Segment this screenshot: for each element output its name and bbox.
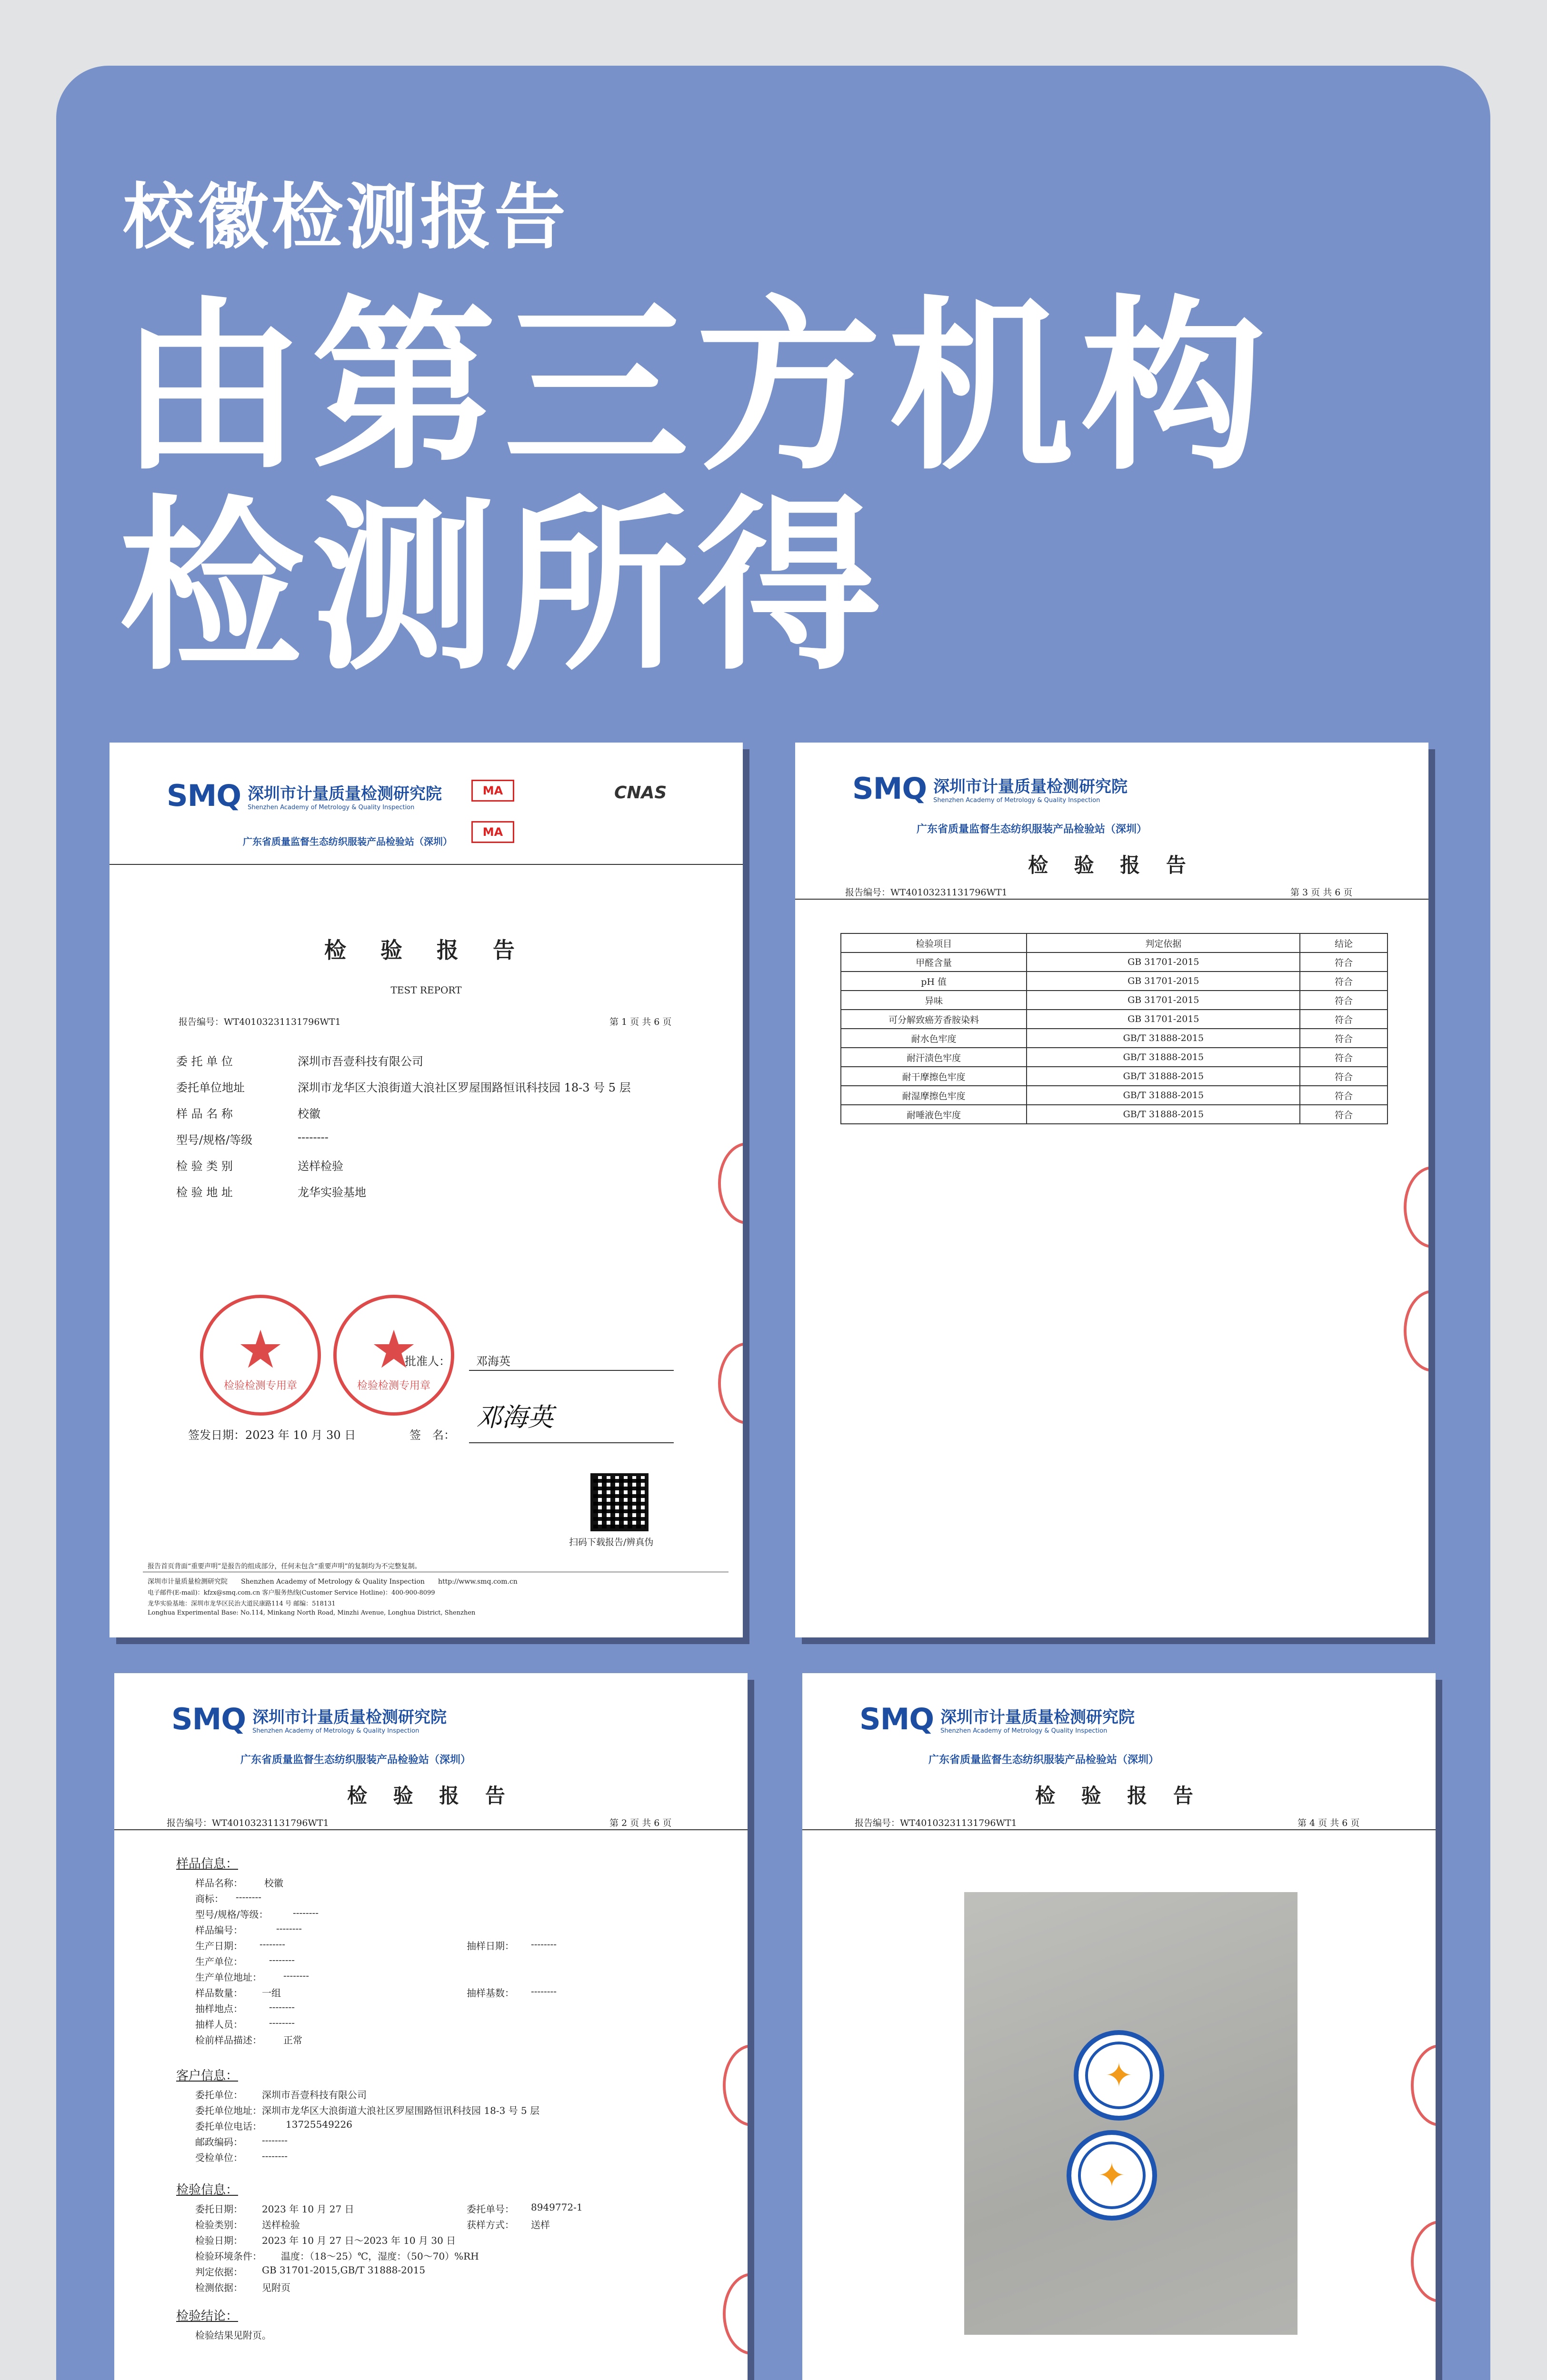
sample-label: 型号/规格/等级： xyxy=(195,1909,269,1920)
seal-text: 检验检测专用章 xyxy=(223,1380,297,1392)
test-label: 检验日期： xyxy=(195,2235,243,2246)
smq-logo-mark: SMQ xyxy=(852,771,927,806)
edge-stamp xyxy=(723,2044,748,2126)
org-name-cn: 深圳市计量质量检测研究院 xyxy=(248,784,442,803)
edge-stamp xyxy=(1411,2221,1436,2302)
footer-line-2: 电子邮件(E-mail)：kfzx@smq.com.cn 客户服务热线(Customer Service Hotline)：400-900-8099 xyxy=(148,1589,435,1597)
approver-name: 邓海英 xyxy=(476,1355,510,1368)
field-label-type: 检 验 类 别 xyxy=(176,1160,233,1173)
approver-label: 批准人： xyxy=(405,1355,450,1368)
report-title: 检 验 报 告 xyxy=(324,937,529,963)
sample-value: 一组 xyxy=(262,1987,281,1999)
cell-item: 可分解致癌芳香胺染料 xyxy=(841,1010,1027,1029)
org-name-cn: 深圳市计量质量检测研究院 xyxy=(940,1707,1135,1727)
sample-label: 检前样品描述： xyxy=(195,2034,262,2046)
school-badge-image xyxy=(1074,2030,1164,2121)
client-label: 委托单位地址： xyxy=(195,2105,262,2116)
cnas-mark: CNAS xyxy=(614,783,667,803)
sample-label: 商标： xyxy=(195,1893,224,1904)
cell-item: 异味 xyxy=(841,991,1027,1010)
conclusion-text: 检验结果见附页。 xyxy=(195,2330,271,2341)
report-page-1 xyxy=(110,743,743,1637)
sample-value: -------- xyxy=(259,1938,286,1950)
client-value: -------- xyxy=(262,2134,288,2146)
headline-line-2: 检测所得 xyxy=(119,480,888,695)
cell-item: 甲醛含量 xyxy=(841,952,1027,972)
cell-item: 耐湿摩擦色牢度 xyxy=(841,1086,1027,1105)
cma-mark-2: MA xyxy=(471,821,514,843)
sample-value: -------- xyxy=(276,1923,302,1934)
smq-logo-mark: SMQ xyxy=(167,778,241,813)
org-name-cn: 深圳市计量质量检测研究院 xyxy=(933,777,1128,796)
edge-stamp xyxy=(718,1142,743,1224)
section-sample: 样品信息： xyxy=(176,1857,239,1871)
org-name-cn: 深圳市计量质量检测研究院 xyxy=(252,1707,447,1727)
table-row xyxy=(841,1067,1387,1086)
field-label-location: 检 验 地 址 xyxy=(176,1186,233,1199)
cell-item: 耐唾液色牢度 xyxy=(841,1105,1027,1124)
report-number: 报告编号：WT40103231131796WT1 xyxy=(845,887,1008,898)
qr-code xyxy=(590,1473,649,1531)
sample-value: -------- xyxy=(269,2017,295,2028)
table-row xyxy=(841,1010,1387,1029)
test-label: 委托单号： xyxy=(467,2203,514,2215)
cell-basis: GB 31701-2015 xyxy=(1027,952,1300,972)
column-header: 结论 xyxy=(1300,933,1387,952)
table-row xyxy=(841,972,1387,991)
seal-text: 检验检测专用章 xyxy=(357,1380,430,1392)
field-value-type: 送样检验 xyxy=(298,1160,343,1173)
seal-star-icon: ★ xyxy=(370,1319,418,1380)
table-row xyxy=(841,952,1387,972)
cell-basis: GB 31701-2015 xyxy=(1027,972,1300,991)
sample-label: 生产单位： xyxy=(195,1956,243,1967)
report-number: 报告编号：WT40103231131796WT1 xyxy=(855,1818,1017,1828)
approver-signature: 邓海英 xyxy=(476,1402,553,1432)
headline-line-1: 由第三方机构 xyxy=(119,280,1273,495)
badge-emblem-icon: ✦ xyxy=(1098,2156,1126,2195)
header-divider xyxy=(795,899,1428,900)
column-header: 判定依据 xyxy=(1027,933,1300,952)
header-divider xyxy=(114,1829,748,1830)
org-name-en: Shenzhen Academy of Metrology & Quality Inspection xyxy=(252,1727,419,1735)
org-name-en: Shenzhen Academy of Metrology & Quality Inspection xyxy=(940,1727,1108,1735)
station-name: 广东省质量监督生态纺织服装产品检验站（深圳） xyxy=(240,1754,471,1766)
field-label-address: 委托单位地址 xyxy=(176,1081,245,1094)
client-label: 委托单位电话： xyxy=(195,2121,262,2132)
org-logo xyxy=(859,1702,1135,1736)
client-label: 受检单位： xyxy=(195,2152,243,2163)
station-name: 广东省质量监督生态纺织服装产品检验站（深圳） xyxy=(243,836,452,847)
field-value-sample: 校徽 xyxy=(298,1107,320,1121)
sample-label: 生产单位地址： xyxy=(195,1972,262,1983)
field-value-client: 深圳市吾壹科技有限公司 xyxy=(298,1055,423,1068)
results-table xyxy=(840,933,1388,1124)
cell-basis: GB/T 31888-2015 xyxy=(1027,1067,1300,1086)
table-row xyxy=(841,991,1387,1010)
school-badge-image xyxy=(1067,2130,1157,2221)
test-label: 委托日期： xyxy=(195,2203,243,2215)
sample-label: 样品编号： xyxy=(195,1924,243,1936)
notice-text: 报告首页背面“重要声明”是报告的组成部分，任何未包含“重要声明”的复制均为不完整复制。 xyxy=(148,1563,421,1570)
cell-basis: GB/T 31888-2015 xyxy=(1027,1029,1300,1048)
cell-result: 符合 xyxy=(1300,1048,1387,1067)
page-number: 第 2 页 共 6 页 xyxy=(609,1818,672,1828)
cell-basis: GB 31701-2015 xyxy=(1027,1010,1300,1029)
field-value-address: 深圳市龙华区大浪街道大浪社区罗屋围路恒讯科技园 18-3 号 5 层 xyxy=(298,1081,631,1094)
smq-logo-mark: SMQ xyxy=(859,1702,934,1736)
section-client: 客户信息： xyxy=(176,2069,239,2083)
qr-caption: 扫码下载报告/辨真伪 xyxy=(569,1537,654,1547)
test-value: 2023 年 10 月 27 日 xyxy=(262,2203,354,2215)
issue-date: 签发日期：2023 年 10 月 30 日 xyxy=(188,1428,356,1442)
approver-underline xyxy=(469,1370,674,1371)
test-label: 检验类别： xyxy=(195,2219,243,2231)
cell-result: 符合 xyxy=(1300,1010,1387,1029)
footer-line-3: 龙华实验基地：深圳市龙华区民治大道民康路114 号 邮编：518131 xyxy=(148,1600,336,1607)
report-title: 检 验 报 告 xyxy=(347,1784,515,1807)
test-label: 检验环境条件： xyxy=(195,2251,262,2262)
edge-stamp xyxy=(1404,1166,1428,1248)
cell-result: 符合 xyxy=(1300,1086,1387,1105)
report-title-en: TEST REPORT xyxy=(390,984,462,996)
table-header-row xyxy=(841,933,1387,952)
test-value: 8949772-1 xyxy=(531,2202,583,2213)
header-divider xyxy=(110,864,743,865)
sample-label: 样品数量： xyxy=(195,1987,243,1999)
field-label-sample: 样 品 名 称 xyxy=(176,1107,233,1121)
client-value: 13725549226 xyxy=(286,2119,352,2130)
report-page-2 xyxy=(114,1673,748,2380)
report-number: 报告编号：WT40103231131796WT1 xyxy=(167,1818,329,1828)
page-number: 第 3 页 共 6 页 xyxy=(1290,887,1353,898)
column-header: 检验项目 xyxy=(841,933,1027,952)
sample-value: -------- xyxy=(293,1907,319,1918)
test-value: GB 31701-2015,GB/T 31888-2015 xyxy=(262,2264,426,2276)
test-value: 2023 年 10 月 27 日～2023 年 10 月 30 日 xyxy=(262,2235,456,2246)
table-row xyxy=(841,1086,1387,1105)
sample-value: -------- xyxy=(269,2001,295,2013)
test-label: 检测依据： xyxy=(195,2282,243,2293)
sample-value: -------- xyxy=(531,1985,557,1997)
cell-result: 符合 xyxy=(1300,1067,1387,1086)
page-number: 第 4 页 共 6 页 xyxy=(1297,1818,1360,1828)
cell-result: 符合 xyxy=(1300,952,1387,972)
sample-value: -------- xyxy=(283,1970,309,1981)
report-title: 检 验 报 告 xyxy=(1035,1784,1203,1807)
table-row xyxy=(841,1029,1387,1048)
cell-result: 符合 xyxy=(1300,1029,1387,1048)
sample-photo xyxy=(964,1892,1297,2335)
subtitle: 校徽检测报告 xyxy=(123,176,569,259)
smq-logo-mark: SMQ xyxy=(171,1702,246,1736)
footer-line-4: Longhua Experimental Base: No.114, Minkang North Road, Minzhi Avenue, Longhua District, Shenzhen xyxy=(148,1609,476,1616)
edge-stamp xyxy=(1411,2044,1436,2126)
edge-stamp xyxy=(723,2273,748,2355)
report-number: 报告编号：WT40103231131796WT1 xyxy=(179,1017,341,1027)
seal-star-icon: ★ xyxy=(237,1319,284,1380)
org-logo xyxy=(852,771,1128,806)
sample-label: 抽样地点： xyxy=(195,2003,243,2014)
cell-item: 耐干摩擦色牢度 xyxy=(841,1067,1027,1086)
client-value: 深圳市龙华区大浪街道大浪社区罗屋围路恒讯科技园 18-3 号 5 层 xyxy=(262,2105,540,2116)
sample-label: 抽样日期： xyxy=(467,1940,514,1952)
test-value: 送样 xyxy=(531,2219,550,2231)
sample-label: 抽样基数： xyxy=(467,1987,514,1999)
station-name: 广东省质量监督生态纺织服装产品检验站（深圳） xyxy=(928,1754,1159,1766)
edge-stamp xyxy=(1404,1290,1428,1372)
page-number: 第 1 页 共 6 页 xyxy=(609,1017,672,1027)
cell-result: 符合 xyxy=(1300,972,1387,991)
cell-basis: GB/T 31888-2015 xyxy=(1027,1048,1300,1067)
section-test: 检验信息： xyxy=(176,2183,239,2197)
field-value-location: 龙华实验基地 xyxy=(298,1186,366,1199)
edge-stamp xyxy=(718,1342,743,1424)
official-seal-1 xyxy=(200,1295,321,1416)
cell-item: 耐汗渍色牢度 xyxy=(841,1048,1027,1067)
client-label: 邮政编码： xyxy=(195,2136,243,2148)
test-value: 送样检验 xyxy=(262,2219,300,2231)
table-row xyxy=(841,1048,1387,1067)
cma-mark: MA xyxy=(471,780,514,802)
sample-label: 抽样人员： xyxy=(195,2019,243,2030)
signature-underline xyxy=(469,1442,674,1443)
test-label: 获样方式： xyxy=(467,2219,514,2231)
cell-item: 耐水色牢度 xyxy=(841,1029,1027,1048)
org-logo xyxy=(171,1702,447,1736)
report-page-3 xyxy=(795,743,1428,1637)
cell-result: 符合 xyxy=(1300,991,1387,1010)
section-conclusion: 检验结论： xyxy=(176,2309,239,2323)
org-name-en: Shenzhen Academy of Metrology & Quality Inspection xyxy=(933,796,1100,804)
field-value-model: -------- xyxy=(298,1130,329,1144)
sample-label: 样品名称： xyxy=(195,1877,243,1889)
report-title: 检 验 报 告 xyxy=(1028,853,1196,877)
test-label: 判定依据： xyxy=(195,2266,243,2278)
cell-basis: GB/T 31888-2015 xyxy=(1027,1105,1300,1124)
test-value: 温度：（18～25）℃，湿度：（50～70）%RH xyxy=(281,2251,479,2262)
sample-value: -------- xyxy=(269,1954,295,1965)
table-row xyxy=(841,1105,1387,1124)
test-value: 见附页 xyxy=(262,2282,290,2293)
badge-emblem-icon: ✦ xyxy=(1105,2056,1133,2095)
header-divider xyxy=(802,1829,1436,1830)
signature-label: 签 名： xyxy=(409,1428,455,1442)
report-page-4 xyxy=(802,1673,1436,2380)
field-label-client: 委 托 单 位 xyxy=(176,1055,233,1068)
sample-value: 校徽 xyxy=(264,1877,283,1889)
org-name-en: Shenzhen Academy of Metrology & Quality Inspection xyxy=(248,803,415,811)
cell-basis: GB 31701-2015 xyxy=(1027,991,1300,1010)
cell-result: 符合 xyxy=(1300,1105,1387,1124)
client-value: 深圳市吾壹科技有限公司 xyxy=(262,2089,367,2101)
cell-item: pH 值 xyxy=(841,972,1027,991)
cell-basis: GB/T 31888-2015 xyxy=(1027,1086,1300,1105)
field-label-model: 型号/规格/等级 xyxy=(176,1133,253,1147)
client-label: 委托单位： xyxy=(195,2089,243,2101)
org-logo xyxy=(167,778,442,813)
sample-value: 正常 xyxy=(283,2034,302,2046)
footer-line-1: 深圳市计量质量检测研究院 Shenzhen Academy of Metrology & Quality Inspection http://www.smq.com.cn xyxy=(148,1578,518,1586)
station-name: 广东省质量监督生态纺织服装产品检验站（深圳） xyxy=(917,823,1148,835)
sample-value: -------- xyxy=(531,1938,557,1950)
client-value: -------- xyxy=(262,2150,288,2162)
sample-label: 生产日期： xyxy=(195,1940,243,1952)
sample-value: -------- xyxy=(236,1891,262,1903)
